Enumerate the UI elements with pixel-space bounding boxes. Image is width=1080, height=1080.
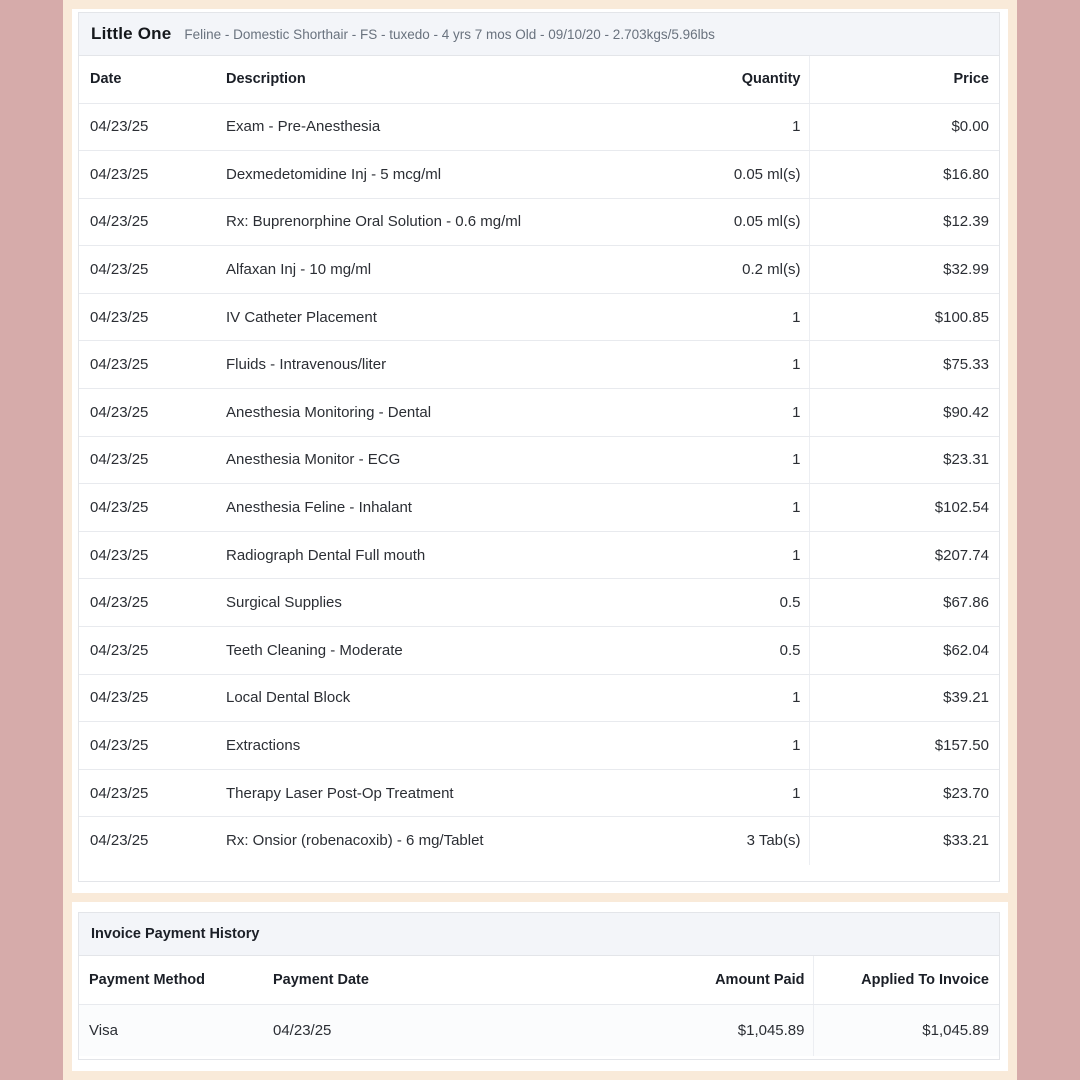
cell-price: $23.31 [809, 436, 999, 484]
cell-price: $102.54 [809, 484, 999, 532]
cell-price: $90.42 [809, 389, 999, 437]
cell-price: $62.04 [809, 627, 999, 675]
cell-quantity: 1 [629, 389, 809, 437]
payment-table-body [79, 1004, 999, 1056]
column-header-amount-paid: Amount Paid [563, 956, 813, 1004]
cell-date: 04/23/25 [79, 246, 226, 294]
cell-date: 04/23/25 [79, 198, 226, 246]
cell-quantity: 0.05 ml(s) [629, 151, 809, 199]
cell-quantity: 0.5 [629, 627, 809, 675]
cell-quantity: 0.2 ml(s) [629, 246, 809, 294]
cell-price: $32.99 [809, 246, 999, 294]
column-header-payment-method: Payment Method [79, 956, 265, 1004]
cell-price: $67.86 [809, 579, 999, 627]
cell-quantity: 1 [629, 769, 809, 817]
payment-history-table [79, 956, 999, 1056]
cell-price: $33.21 [809, 817, 999, 865]
cell-quantity: 0.05 ml(s) [629, 198, 809, 246]
cell-price: $100.85 [809, 293, 999, 341]
cell-quantity: 1 [629, 674, 809, 722]
cell-description: Therapy Laser Post-Op Treatment [226, 769, 629, 817]
cell-quantity: 1 [629, 436, 809, 484]
column-header-quantity: Quantity [629, 56, 809, 103]
cell-date: 04/23/25 [79, 579, 226, 627]
cell-date: 04/23/25 [79, 674, 226, 722]
cell-price: $39.21 [809, 674, 999, 722]
table-row [79, 246, 999, 294]
cell-quantity: 0.5 [629, 579, 809, 627]
cell-date: 04/23/25 [90, 832, 149, 850]
invoice-card [78, 12, 1000, 882]
cell-date: 04/23/25 [79, 769, 226, 817]
cell-amount-paid: $1,045.89 [563, 1004, 813, 1056]
cell-date: 04/23/25 [79, 341, 226, 389]
cell-price: $157.50 [809, 722, 999, 770]
cell-description: Alfaxan Inj - 10 mg/ml [226, 246, 629, 294]
table-row [79, 722, 999, 770]
cell-description: Teeth Cleaning - Moderate [226, 627, 629, 675]
cell-date: 04/23/25 [79, 627, 226, 675]
table-row [79, 769, 999, 817]
cell-quantity: 1 [629, 484, 809, 532]
cell-date: 04/23/25 [79, 293, 226, 341]
cell-price: $207.74 [809, 531, 999, 579]
cell-date: 04/23/25 [79, 151, 226, 199]
cell-description: Dexmedetomidine Inj - 5 mcg/ml [226, 151, 629, 199]
cell-price: $16.80 [809, 151, 999, 199]
cell-description: Local Dental Block [226, 674, 629, 722]
table-row [79, 436, 999, 484]
column-header-date: Date [79, 56, 226, 103]
cell-quantity: 1 [629, 293, 809, 341]
cell-date: 04/23/25 [79, 436, 226, 484]
cell-description: Rx: Onsior (robenacoxib) - 6 mg/Tablet [226, 832, 484, 850]
cell-quantity: 3 Tab(s) [746, 832, 801, 850]
table-row [79, 293, 999, 341]
invoice-header-row [79, 56, 999, 103]
cell-description: Extractions [226, 722, 629, 770]
invoice-table [79, 56, 999, 865]
cell-description: Surgical Supplies [226, 579, 629, 627]
cell-date: 04/23/25 [79, 103, 226, 151]
cell-description: Fluids - Intravenous/liter [226, 341, 629, 389]
invoice-table-body [79, 103, 999, 865]
column-header-applied-to-invoice: Applied To Invoice [813, 956, 999, 1004]
table-row [79, 627, 999, 675]
cell-date: 04/23/25 [79, 722, 226, 770]
table-row [79, 103, 999, 151]
cell-date: 04/23/25 [79, 389, 226, 437]
cell-applied-to-invoice: $1,045.89 [813, 1004, 999, 1056]
cell-price: $0.00 [809, 103, 999, 151]
cell-description: Radiograph Dental Full mouth [226, 531, 629, 579]
cell-quantity: 1 [629, 531, 809, 579]
cell-description: Anesthesia Feline - Inhalant [226, 484, 629, 532]
cell-price: $23.70 [809, 769, 999, 817]
cell-payment-method: Visa [79, 1004, 265, 1056]
table-row [79, 389, 999, 437]
cell-description: IV Catheter Placement [226, 293, 629, 341]
payment-history-title: Invoice Payment History [91, 926, 260, 942]
cell-quantity: 1 [629, 103, 809, 151]
cell-price: $12.39 [809, 198, 999, 246]
cell-description: Anesthesia Monitor - ECG [226, 436, 629, 484]
cell-quantity: 1 [629, 722, 809, 770]
payment-header-row [79, 956, 999, 1004]
cell-payment-date: 04/23/25 [265, 1004, 563, 1056]
payment-history-card [78, 912, 1000, 1060]
table-row [79, 817, 999, 865]
table-row [79, 674, 999, 722]
column-header-description: Description [226, 56, 629, 103]
cell-date: 04/23/25 [79, 484, 226, 532]
column-header-price: Price [809, 56, 999, 103]
cell-description: Rx: Buprenorphine Oral Solution - 0.6 mg/ml [226, 198, 629, 246]
table-row [79, 1004, 999, 1056]
table-row [79, 484, 999, 532]
table-row [79, 531, 999, 579]
patient-details: Feline - Domestic Shorthair - FS - tuxedo - 4 yrs 7 mos Old - 09/10/20 - 2.703kgs/5.96lbs [184, 26, 715, 42]
cell-quantity: 1 [629, 341, 809, 389]
payment-history-header [79, 913, 999, 956]
cell-description: Exam - Pre-Anesthesia [226, 103, 629, 151]
cell-date: 04/23/25 [79, 531, 226, 579]
table-row [79, 151, 999, 199]
table-row [79, 341, 999, 389]
payment-table-header [79, 956, 999, 1004]
table-row [79, 579, 999, 627]
invoice-table-header [79, 56, 999, 103]
patient-header [79, 13, 999, 56]
cell-price: $75.33 [809, 341, 999, 389]
patient-name: Little One [91, 24, 172, 43]
cell-description: Anesthesia Monitoring - Dental [226, 389, 629, 437]
table-row [79, 198, 999, 246]
column-header-payment-date: Payment Date [265, 956, 563, 1004]
